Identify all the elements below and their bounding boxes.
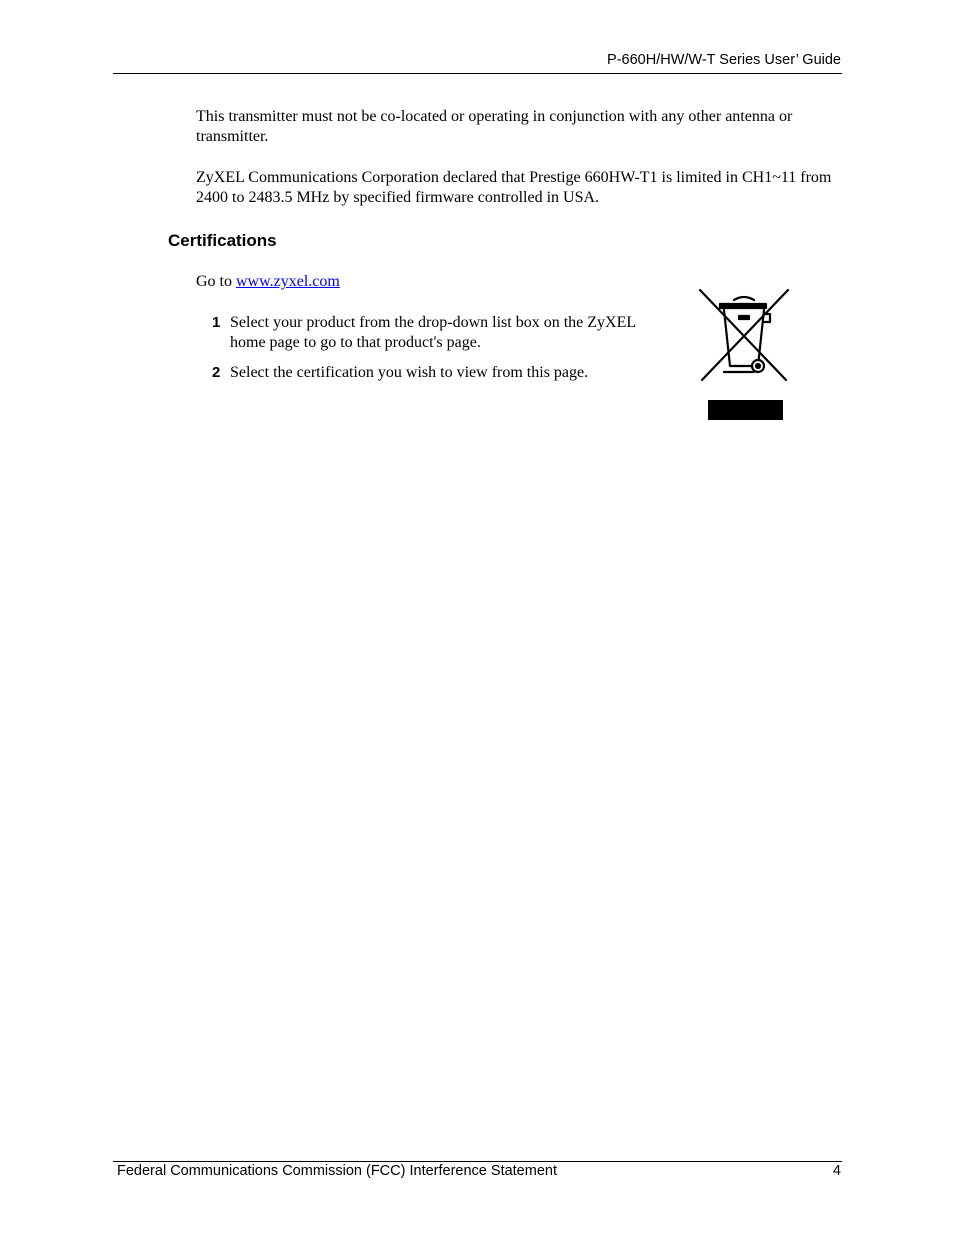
step-text: Select the certification you wish to view from this page.: [230, 364, 589, 381]
footer-section-title: Federal Communications Commission (FCC) Interference Statement: [117, 1163, 557, 1179]
header-rule: [113, 73, 842, 74]
paragraph-co-location: This transmitter must not be co-located or operating in conjunction with any other antenna or transmitter.: [196, 108, 793, 145]
certification-steps-list: [208, 313, 668, 393]
paragraph-channel-limit: ZyXEL Communications Corporation declared that Prestige 660HW-T1 is limited in CH1~11 from 2400 to 2483.5 MHz by specified firmware controlled in USA.: [196, 169, 832, 206]
step-number: 1: [212, 314, 221, 331]
list-item: [208, 313, 668, 353]
goto-prefix: Go to: [196, 273, 236, 290]
section-heading-certifications: Certifications: [168, 231, 277, 250]
list-item: [208, 363, 668, 383]
step-text: Select your product from the drop-down list box on the ZyXEL home page to go to that product's page.: [230, 314, 636, 351]
goto-line: [196, 272, 340, 292]
zyxel-website-link[interactable]: www.zyxel.com: [236, 273, 340, 290]
footer-page-number: 4: [832, 1163, 841, 1179]
step-number: 2: [212, 364, 221, 381]
weee-crossed-bin-icon: [696, 286, 792, 422]
running-header-title: P-660H/HW/W-T Series User’ Guide: [607, 52, 841, 68]
